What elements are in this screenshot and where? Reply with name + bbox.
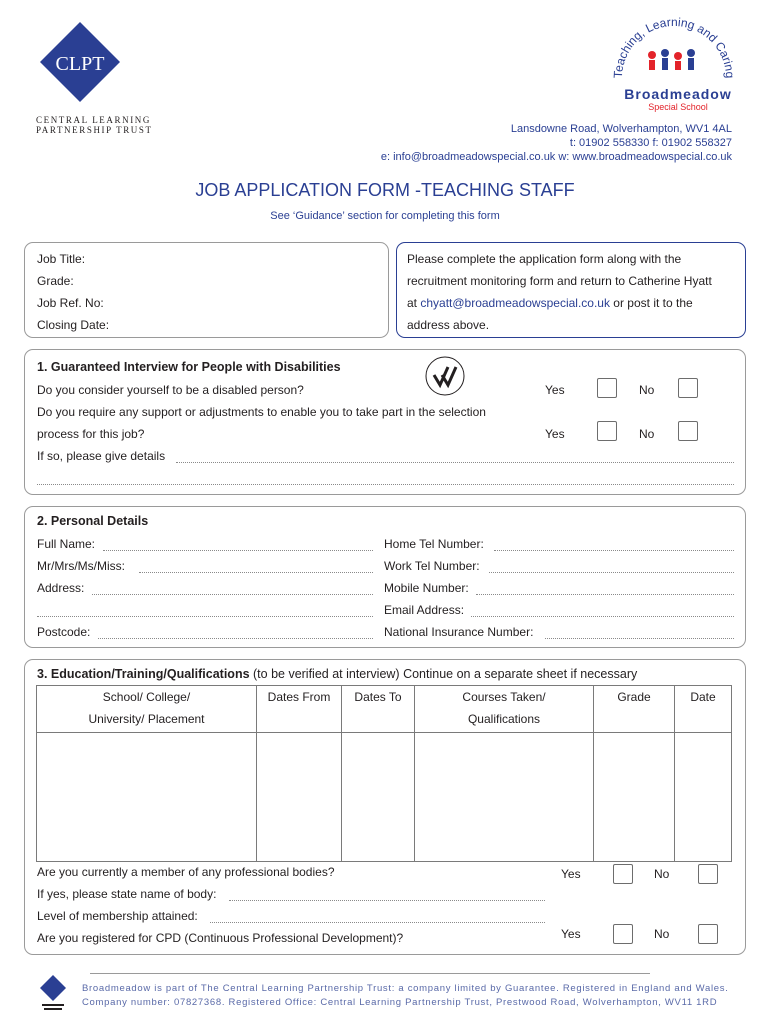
form-title: JOB APPLICATION FORM -TEACHING STAFF — [195, 180, 575, 200]
q-member: Are you currently a member of any professional bodies? — [37, 865, 335, 879]
col-school: School/ College/ University/ Placement — [37, 686, 257, 733]
disability-badge — [414, 355, 476, 397]
q-level: Level of membership attained: — [37, 909, 198, 923]
form-subtitle: See ‘Guidance’ section for completing this form — [270, 210, 500, 222]
q-disabled-yes-checkbox[interactable] — [597, 378, 617, 398]
email-field[interactable] — [471, 616, 734, 617]
q-cpd-no-checkbox[interactable] — [698, 924, 718, 944]
instructions-line3: at chyatt@broadmeadowspecial.co.uk or post it to the — [407, 296, 693, 310]
body-name-field[interactable] — [229, 900, 545, 901]
clpt-logo-letters: CLPT — [55, 53, 105, 75]
q-disabled-yes-label: Yes — [545, 383, 565, 397]
education-cell[interactable] — [675, 733, 732, 862]
address-label: Address: — [37, 581, 85, 595]
contact-email-link[interactable]: chyatt@broadmeadowspecial.co.uk — [420, 296, 610, 310]
q-member-yes-checkbox[interactable] — [613, 864, 633, 884]
job-title-label: Job Title: — [37, 252, 86, 266]
q-body: If yes, please state name of body: — [37, 887, 217, 901]
postcode-field[interactable] — [98, 638, 373, 639]
email-label: Email Address: — [384, 603, 465, 617]
q-support-line2: process for this job? — [37, 427, 145, 441]
education-cell[interactable] — [257, 733, 342, 862]
instructions-line1: Please complete the application form along with the — [407, 252, 682, 266]
footer-line2: Company number: 07827368. Registered Office: Central Learning Partnership Trust, Prestwood Road, Wolverhampton, WV11 1RD — [82, 997, 718, 1008]
col-dates-to: Dates To — [342, 686, 415, 733]
address-field-line1[interactable] — [92, 594, 373, 595]
col-grade: Grade — [594, 686, 675, 733]
job-ref-label: Job Ref. No: — [37, 296, 104, 310]
school-arc-icon — [604, 10, 744, 85]
school-sub: Special School — [648, 102, 708, 112]
education-cell[interactable] — [37, 733, 257, 862]
grade-label: Grade: — [37, 274, 74, 288]
clpt-name-line1: CENTRAL LEARNING — [36, 115, 152, 125]
full-name-label: Full Name: — [37, 537, 96, 551]
school-address: Lansdowne Road, Wolverhampton, WV1 4AL — [510, 123, 732, 135]
instructions-line4: address above. — [407, 318, 490, 332]
q-disabled: Do you consider yourself to be a disabled person? — [37, 383, 304, 397]
q-support-yes-label: Yes — [545, 427, 565, 441]
two-ticks-icon — [414, 355, 476, 397]
title-field[interactable] — [139, 572, 373, 573]
children-figures-icon — [648, 49, 695, 70]
details-field-line2[interactable] — [37, 484, 734, 485]
ni-field[interactable] — [545, 638, 734, 639]
q-support-line1: Do you require any support or adjustments to enable you to take part in the selection — [37, 405, 486, 419]
address-field-line2[interactable] — [37, 616, 373, 617]
q-member-yes-label: Yes — [561, 867, 581, 881]
ni-label: National Insurance Number: — [384, 625, 534, 639]
details-label: If so, please give details — [37, 449, 166, 463]
mobile-label: Mobile Number: — [384, 581, 469, 595]
work-tel-label: Work Tel Number: — [384, 559, 480, 573]
broadmeadow-logo — [604, 10, 744, 116]
home-tel-field[interactable] — [494, 550, 734, 551]
postcode-label: Postcode: — [37, 625, 91, 639]
section2-heading: 2. Personal Details — [37, 514, 149, 528]
q-cpd-yes-label: Yes — [561, 927, 581, 941]
clpt-diamond-icon — [38, 20, 122, 104]
q-cpd-no-label: No — [654, 927, 670, 941]
membership-level-field[interactable] — [210, 922, 545, 923]
school-arc-text: Teaching, Learning and Caring — [610, 14, 738, 79]
clpt-small-diamond-icon — [38, 973, 68, 1013]
closing-date-label: Closing Date: — [37, 318, 110, 332]
footer-logo — [38, 973, 68, 1013]
home-tel-label: Home Tel Number: — [384, 537, 484, 551]
education-cell[interactable] — [415, 733, 594, 862]
clpt-name-line2: PARTNERSHIP TRUST — [36, 125, 153, 135]
col-courses: Courses Taken/ Qualifications — [415, 686, 594, 733]
mobile-field[interactable] — [476, 594, 734, 595]
clpt-logo — [38, 20, 122, 104]
footer-line1: Broadmeadow is part of The Central Learning Partnership Trust: a company limited by Guarantee. Registered in England and Wales. — [82, 983, 729, 994]
q-disabled-no-label: No — [639, 383, 655, 397]
school-contact: e: info@broadmeadowspecial.co.uk w: www.broadmeadowspecial.co.uk — [380, 151, 732, 163]
col-dates-from: Dates From — [257, 686, 342, 733]
details-field-line1[interactable] — [176, 462, 734, 463]
instructions-line2: recruitment monitoring form and return to Catherine Hyatt — [407, 274, 712, 288]
work-tel-field[interactable] — [489, 572, 734, 573]
education-table — [36, 685, 732, 862]
footer-divider — [90, 973, 650, 974]
q-support-no-label: No — [639, 427, 655, 441]
title-label: Mr/Mrs/Ms/Miss: — [37, 559, 125, 573]
section1-heading: 1. Guaranteed Interview for People with Disabilities — [37, 360, 341, 374]
school-name: Broadmeadow — [624, 86, 732, 102]
q-cpd-yes-checkbox[interactable] — [613, 924, 633, 944]
q-disabled-no-checkbox[interactable] — [678, 378, 698, 398]
school-phone: t: 01902 558330 f: 01902 558327 — [569, 137, 732, 149]
education-cell[interactable] — [342, 733, 415, 862]
section3-heading: 3. Education/Training/Qualifications (to be verified at interview) Continue on a separate sheet if necessary — [37, 667, 638, 681]
full-name-field[interactable] — [103, 550, 373, 551]
q-member-no-checkbox[interactable] — [698, 864, 718, 884]
q-cpd: Are you registered for CPD (Continuous Professional Development)? — [37, 931, 404, 945]
q-member-no-label: No — [654, 867, 670, 881]
q-support-yes-checkbox[interactable] — [597, 421, 617, 441]
q-support-no-checkbox[interactable] — [678, 421, 698, 441]
col-date: Date — [675, 686, 732, 733]
education-cell[interactable] — [594, 733, 675, 862]
svg-text:Teaching, Learning and Caring — [611, 15, 737, 79]
